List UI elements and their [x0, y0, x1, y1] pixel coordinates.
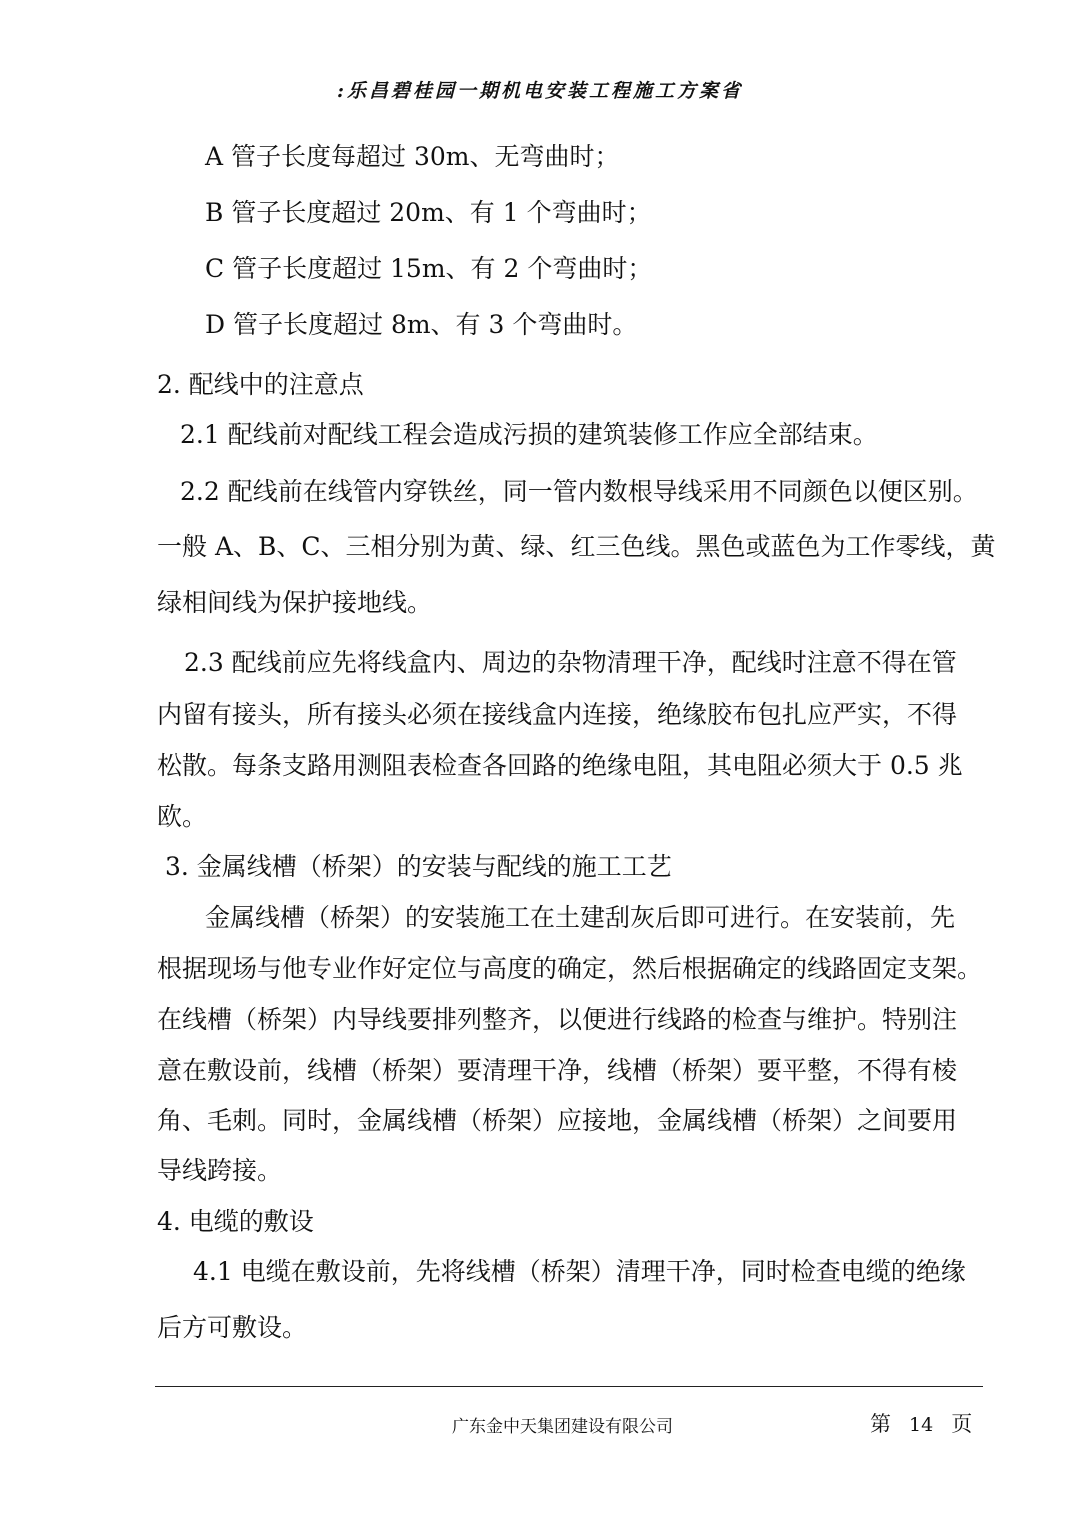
- page-prefix: 第: [870, 1412, 891, 1436]
- page-number-value: 14: [909, 1414, 934, 1436]
- text-line: A 管子长度每超过 30m、无弯曲时；: [205, 142, 620, 171]
- page-suffix: 页: [951, 1412, 973, 1436]
- text-line: 绿相间线为保护接地线。: [157, 588, 433, 617]
- text-line: 角、毛刺。同时，金属线槽（桥架）应接地，金属线槽（桥架）之间要用: [157, 1106, 958, 1135]
- running-header: :乐昌碧桂园一期机电安装工程施工方案省: [336, 80, 743, 102]
- text-line: 意在敷设前，线槽（桥架）要清理干净，线槽（桥架）要平整，不得有棱: [157, 1056, 958, 1085]
- text-line: B 管子长度超过 20m、有 1 个弯曲时；: [205, 198, 652, 227]
- section-heading: 4. 电缆的敷设: [157, 1207, 314, 1236]
- footer-divider: [155, 1386, 983, 1387]
- text-line: 后方可敷设。: [157, 1313, 308, 1342]
- page-number: [870, 1408, 972, 1438]
- text-line: 2.1 配线前对配线工程会造成污损的建筑装修工作应全部结束。: [180, 420, 878, 449]
- text-line: D 管子长度超过 8m、有 3 个弯曲时。: [205, 310, 638, 339]
- section-heading: 2. 配线中的注意点: [157, 370, 364, 399]
- section-heading: 3. 金属线槽（桥架）的安装与配线的施工工艺: [165, 852, 672, 881]
- text-line: C 管子长度超过 15m、有 2 个弯曲时；: [205, 254, 653, 283]
- footer-company: 广东金中天集团建设有限公司: [452, 1417, 673, 1437]
- text-line: 金属线槽（桥架）的安装施工在土建刮灰后即可进行。在安装前，先: [205, 903, 956, 932]
- text-line: 2.2 配线前在线管内穿铁丝，同一管内数根导线采用不同颜色以便区别。: [180, 477, 978, 506]
- text-line: 2.3 配线前应先将线盒内、周边的杂物清理干净，配线时注意不得在管: [184, 648, 957, 677]
- text-line: 在线槽（桥架）内导线要排列整齐，以便进行线路的检查与维护。特别注: [157, 1005, 958, 1034]
- text-line: 一般 A、B、C、三相分别为黄、绿、红三色线。黑色或蓝色为工作零线，黄: [157, 532, 996, 561]
- text-line: 松散。每条支路用测阻表检查各回路的绝缘电阻，其电阻必须大于 0.5 兆: [157, 751, 963, 780]
- text-line: 4.1 电缆在敷设前，先将线槽（桥架）清理干净，同时检查电缆的绝缘: [193, 1257, 966, 1286]
- text-line: 导线跨接。: [157, 1156, 283, 1185]
- text-line: 根据现场与他专业作好定位与高度的确定，然后根据确定的线路固定支架。: [157, 954, 983, 983]
- text-line: 欧。: [157, 802, 208, 831]
- text-line: 内留有接头，所有接头必须在接线盒内连接，绝缘胶布包扎应严实，不得: [157, 700, 958, 729]
